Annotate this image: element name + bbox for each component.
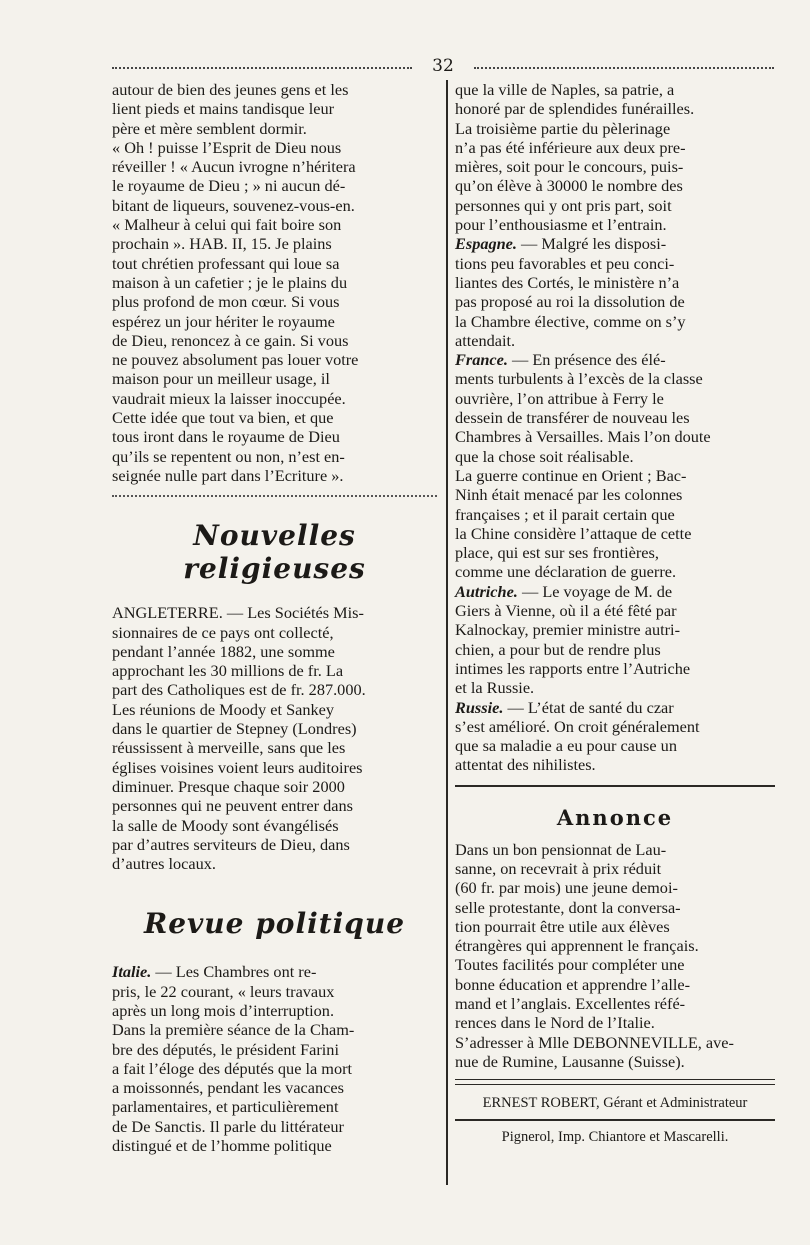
paragraph-orient: La guerre continue en Orient ; Bac- Ninh était menacé par les colonnes françaises ; et il parait certain que la Chine considère l’attaque de cette place, qui est sur ses frontières, comme une déclaration de guerre. (455, 465, 692, 582)
right-column (455, 80, 775, 1147)
header-rule-left (112, 67, 412, 69)
news-autriche: Autriche. — Le voyage de M. de Giers à Vienne, où il a été fêté par Kalnockay, premier ministre autri- chien, a pour but de rendre plus intimes les rapports entre l’Autriche et la Russie. (455, 581, 691, 698)
page-header (112, 56, 774, 78)
footer-separator (455, 1079, 775, 1085)
country-label: ANGLETERRE. (112, 603, 223, 623)
annonce-text: Dans un bon pensionnat de Lau- sanne, on recevrait à prix réduit (60 fr. par mois) une jeune demoi- selle protestante, dont la conversa- tion pourrait être utile aux élèves étrangères qui apprennent le français. Toutes facilités pour compléter une bonne éducation et apprendre l’alle- mand et l’anglais. Excellentes réfé- rences dans le Nord de l’Italie. (455, 839, 699, 1033)
country-label: France. (455, 350, 508, 370)
section-heading-annonce: Annonce (556, 804, 674, 830)
header-rule-right (474, 67, 774, 69)
left-column (112, 80, 437, 1155)
country-label: Espagne. (455, 234, 517, 254)
news-italie: Italie. — Les Chambres ont re- pris, le 22 courant, « leurs travaux après un long mois d’interruption. Dans la première séance de la Cham- bre des députés, le président Farini a fait l’éloge des députés que la mort a moissonnés, pendant les vacances parlamentaires, et particulièrement de De Sanctis. Il parle du littérateur distingué et de l’homme politique (112, 962, 355, 1156)
country-label: Russie. (455, 697, 504, 717)
news-russie: Russie. — L’état de santé du czar s’est amélioré. On croit généralement que sa maladie a eu pour cause un attentat des nihilistes. (455, 697, 700, 775)
paragraph-continuation: autour de bien des jeunes gens et les lient pieds et mains tandisque leur père et mère semblent dormir. (112, 80, 349, 138)
paragraph-naples: que la ville de Naples, sa patrie, a honoré par de splendides funérailles. (455, 80, 695, 119)
paragraph-quote: « Oh ! puisse l’Esprit de Dieu nous réveiller ! « Aucun ivrogne n’héritera le royaume de Dieu ; » ni aucun dé- bitant de liqueurs, souvenez-vous-en. « Malheur à celui qui fait boire son prochain ». HAB. II, 15. Je plains tout chrétien professant qui loue sa maison à un cafetier ; je le plains du plus profond de mon cœur. Si vous espérez un jour hériter le royaume de Dieu, renoncez à ce gain. Si vous ne pouvez absolument pas louer votre maison pour un meilleur usage, il vaudrait mieux la laisser inoccupée. Cette idée que tout va bien, et que tous iront dans le royaume de Dieu qu’ils se repentent ou non, n’est en- seignée nulle part dans l’Ecriture ». (112, 137, 359, 485)
section-separator (112, 495, 437, 497)
page-number: 32 (432, 56, 454, 76)
printer-credit: Pignerol, Imp. Chiantore et Mascarelli. (501, 1129, 729, 1146)
country-label: Italie. (112, 962, 152, 982)
news-moody-sankey: Les réunions de Moody et Sankey dans le quartier de Stepney (Londres) réussissent à merveille, sans que les églises voisines voient leurs auditoires diminuer. Presque chaque soir 2000 personnes qui ne peuvent entrer dans la salle de Moody sont évangélisés par d’autres serviteurs de Dieu, dans d’autres locaux. (112, 699, 363, 874)
section-heading-nouvelles: Nouvelles religieuses (183, 519, 366, 586)
section-separator (455, 785, 775, 787)
news-espagne: Espagne. — Malgré les disposi- tions peu favorables et peu conci- liantes des Cortés, le ministère n’a pas proposé au roi la dissolution de la Chambre élective, comme on s’y attendait. (455, 234, 686, 350)
annonce-address: S’adresser à Mlle DEBONNEVILLE, ave- nue de Rumine, Lausanne (Suisse). (455, 1032, 734, 1071)
country-label: Autriche. (455, 581, 518, 601)
footer-separator (455, 1119, 775, 1121)
paragraph-pelerinage: La troisième partie du pèlerinage n’a pas été inférieure aux deux pre- mières, soit pour le concours, puis- qu’on élève à 30000 le nombre des personnes qui y ont pris part, soit pour l’enthousiasme et l’entrain. (455, 118, 686, 235)
news-france: France. — En présence des élé- ments turbulents à l’excès de la classe ouvrière, l’on attribue à Ferry le dessein de transférer de nouveau les Chambres à Versailles. Mais l’on doute que la chose soit réalisable. (455, 350, 711, 466)
news-angleterre: ANGLETERRE. — Les Sociétés Mis- sionnaires de ce pays ont collecté, pendant l’année 1882, une somme approchant les 30 millions de fr. La part des Catholiques est de fr. 287.000. (112, 603, 366, 700)
editor-credit: ERNEST ROBERT, Gérant et Administrateur (482, 1095, 748, 1112)
section-heading-revue: Revue politique (143, 907, 406, 941)
column-divider (446, 80, 448, 1185)
